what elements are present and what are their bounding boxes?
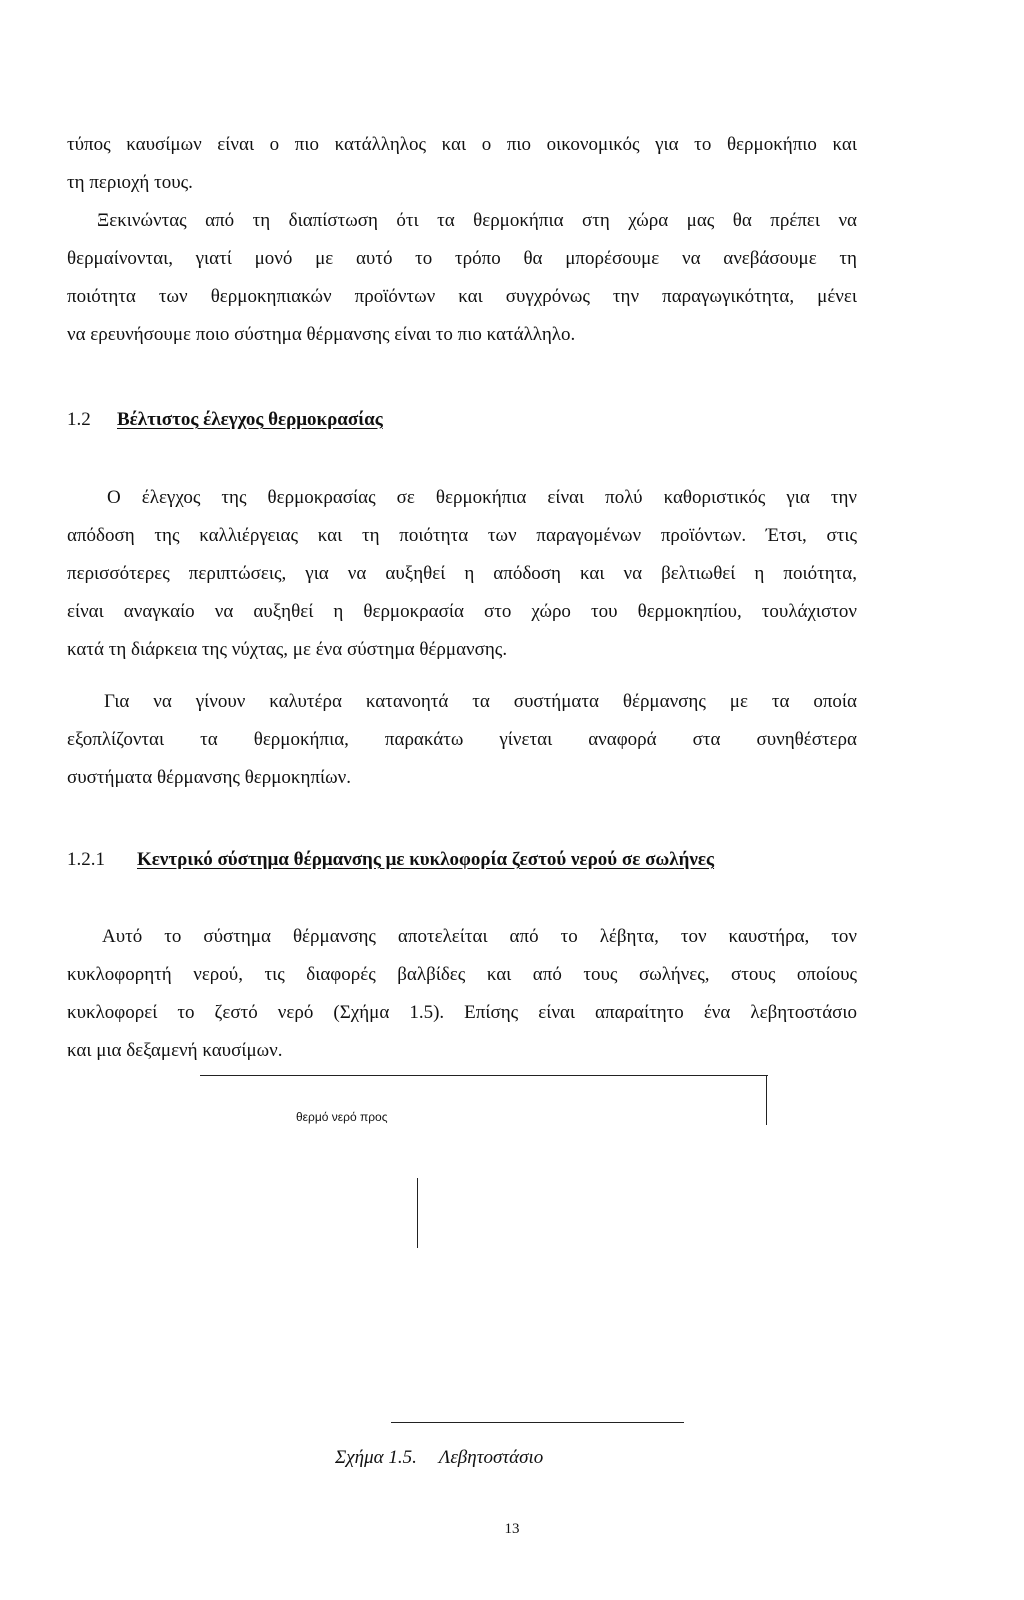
paragraph-line: τύπος καυσίμων είναι ο πιο κατάλληλος και ο πιο οικονομικός για το θερμοκήπιο και xyxy=(67,134,857,155)
paragraph-line: ποιότητα των θερμοκηπιακών προϊόντων και συγχρόνως την παραγωγικότητα, μένει xyxy=(67,286,857,307)
figure-label-hot-water: θερμό νερό προς xyxy=(296,1110,388,1124)
figure-caption xyxy=(335,1446,543,1470)
paragraph-line: περισσότερες περιπτώσεις, για να αυξηθεί η απόδοση και να βελτιωθεί η ποιότητα, xyxy=(67,563,857,584)
paragraph-line: εξοπλίζονται τα θερμοκήπια, παρακάτω γίνεται αναφορά στα συνηθέστερα xyxy=(67,729,857,750)
section-number: 1.2 xyxy=(67,409,91,430)
section-heading-1-2 xyxy=(67,408,383,432)
section-heading-1-2-1 xyxy=(67,848,714,872)
figure-caption-title: Λεβητοστάσιο xyxy=(438,1447,544,1468)
paragraph-line: Για να γίνουν καλυτέρα κατανοητά τα συστήματα θέρμανσης με τα οποία xyxy=(104,691,857,712)
paragraph-line: να ερευνήσουμε ποιο σύστημα θέρμανσης είναι το πιο κατάλληλο. xyxy=(67,324,576,345)
page-number: 13 xyxy=(504,1521,520,1537)
figure-vertical-pipe xyxy=(417,1178,418,1248)
paragraph-line: κατά τη διάρκεια της νύχτας, με ένα σύστημα θέρμανσης. xyxy=(67,639,508,660)
paragraph-line: είναι αναγκαίο να αυξηθεί η θερμοκρασία στο χώρο του θερμοκηπίου, τουλάχιστον xyxy=(67,601,857,622)
paragraph-line: συστήματα θέρμανσης θερμοκηπίων. xyxy=(67,767,351,788)
paragraph-line: κυκλοφορητή νερού, τις διαφορές βαλβίδες και από τους σωλήνες, στους οποίους xyxy=(67,964,857,985)
section-number: 1.2.1 xyxy=(67,849,105,870)
paragraph-line: Αυτό το σύστημα θέρμανσης αποτελείται από το λέβητα, τον καυστήρα, τον xyxy=(102,926,857,947)
figure-top-border xyxy=(200,1075,768,1076)
paragraph-line: Ο έλεγχος της θερμοκρασίας σε θερμοκήπια είναι πολύ καθοριστικός για την xyxy=(107,487,857,508)
paragraph-line: και μια δεξαμενή καυσίμων. xyxy=(67,1040,283,1061)
figure-right-pipe xyxy=(766,1075,767,1125)
paragraph-line: κυκλοφορεί το ζεστό νερό (Σχήμα 1.5). Επίσης είναι απαραίτητο ένα λεβητοστάσιο xyxy=(67,1002,857,1023)
paragraph-line: Ξεκινώντας από τη διαπίστωση ότι τα θερμοκήπια στη χώρα μας θα πρέπει να xyxy=(97,210,857,231)
figure-caption-number: Σχήμα 1.5. xyxy=(335,1447,417,1468)
figure-bottom-border xyxy=(391,1422,684,1423)
section-title: Κεντρικό σύστημα θέρμανσης με κυκλοφορία ζεστού νερού σε σωλήνες xyxy=(137,849,715,870)
section-title: Βέλτιστος έλεγχος θερμοκρασίας xyxy=(117,409,383,430)
paragraph-line: απόδοση της καλλιέργειας και τη ποιότητα των παραγομένων προϊόντων. Έτσι, στις xyxy=(67,525,857,546)
paragraph-line: θερμαίνονται, γιατί μονό με αυτό το τρόπο θα μπορέσουμε να ανεβάσουμε τη xyxy=(67,248,857,269)
paragraph-line: τη περιοχή τους. xyxy=(67,172,193,193)
